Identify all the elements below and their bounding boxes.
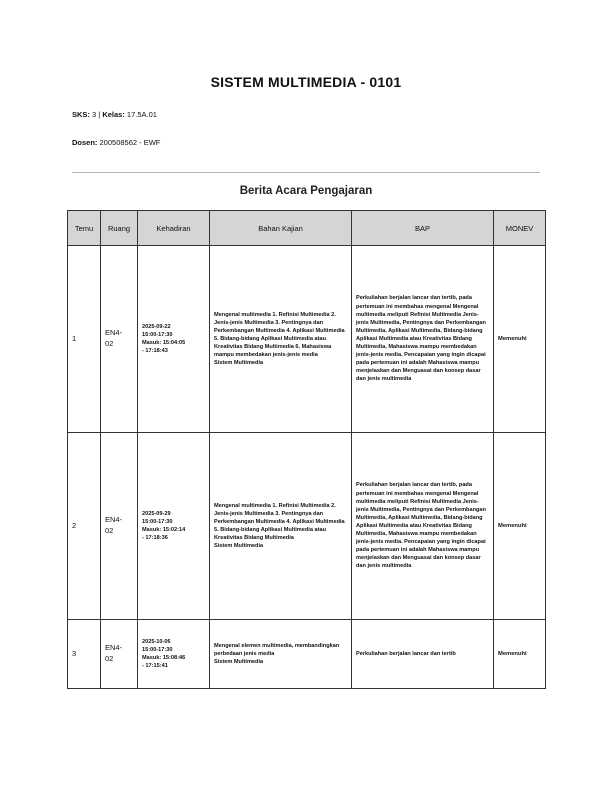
cell-kehadiran: 2025-10-06 15:00-17:30 Masuk: 15:08:46 - 17:15:41: [138, 620, 210, 689]
cell-ruang: EN4- 02: [101, 433, 138, 620]
cell-ruang: EN4- 02: [101, 620, 138, 689]
cell-bahan-kajian: Mengenal multimedia 1. Refinisi Multimedia 2. Jenis-jenis Multimedia 3. Pentingnya dan Perkembangan Multimedia 4. Aplikasi Multimedia 5. Bidang-bidang Aplikasi Multimedia atau Kreativitas Bidang Multimedia 6. Mahasiswa mampu membedakan jenis-jenis media Sistem Multimedia: [210, 246, 352, 433]
table-row: [68, 246, 546, 433]
cell-bap: Perkuliahan berjalan lancar dan tertib, pada pertemuan ini membahas mengenal Mengenal multimedia meliputi Refinisi Multimedia Jenis-jenis Multimedia, Pentingnya dan Perkembangan Multimedia, Aplikasi Multimedia, Bidang-bidang Aplikasi Multimedia atau Kreativitas Bidang Multimedia, Mahasiswa mampu membedakan jenis-jenis media. Pencapaian yang ingin dicapai pada pertemuan ini adalah Mahasiswa mampu menjelaskan dan Menguasai dan konsep dasar dan jenis multimedia: [352, 433, 494, 620]
kelas-label: Kelas:: [102, 110, 125, 119]
cell-bahan-kajian: Mengenal multimedia 1. Refinisi Multimedia 2. Jenis-jenis Multimedia 3. Pentingnya dan Perkembangan Multimedia 4. Aplikasi Multimedia 5. Bidang-bidang Aplikasi Multimedia atau Kreativitas Bidang Multimedia Sistem Multimedia: [210, 433, 352, 620]
dosen-label: Dosen:: [72, 138, 98, 147]
cell-kehadiran: 2025-09-22 15:00-17:30 Masuk: 15:04:05 - 17:18:43: [138, 246, 210, 433]
cell-monev: Memenuhi: [494, 620, 546, 689]
header-monev: MONEV: [494, 211, 546, 246]
cell-bap: Perkuliahan berjalan lancar dan tertib, pada pertemuan ini membahas mengenal Mengenal multimedia meliputi Refinisi Multimedia Jenis-jenis Multimedia, Pentingnya dan Perkembangan Multimedia, Aplikasi Multimedia, Bidang-bidang Aplikasi Multimedia atau Kreativitas Bidang Multimedia, Mahasiswa mampu membedakan jenis-jenis media. Pencapaian yang ingin dicapai pada pertemuan ini adalah Mahasiswa mampu menjelaskan dan Menguasai dan konsep dasar dan jenis multimedia: [352, 246, 494, 433]
cell-bap: Perkuliahan berjalan lancar dan tertib: [352, 620, 494, 689]
cell-temu: 3: [68, 620, 101, 689]
header-temu: Temu: [68, 211, 101, 246]
cell-kehadiran: 2025-09-29 15:00-17:30 Masuk: 15:02:14 - 17:18:36: [138, 433, 210, 620]
cell-monev: Memenuhi: [494, 433, 546, 620]
bap-table: [67, 210, 546, 689]
cell-ruang: EN4- 02: [101, 246, 138, 433]
cell-bahan-kajian: Mengenal elemen multimedia, membandingkan perbedaan jenis media Sistem Multimedia: [210, 620, 352, 689]
header-bap: BAP: [352, 211, 494, 246]
cell-temu: 1: [68, 246, 101, 433]
section-title: Berita Acara Pengajaran: [239, 185, 373, 197]
kelas-value: 17.5A.01: [126, 110, 157, 119]
course-meta: SKS: 3 | Kelas: 17.5A.01: [72, 110, 157, 119]
lecturer-meta: [72, 138, 160, 147]
page-title: SISTEM MULTIMEDIA - 0101: [210, 74, 402, 90]
table-row: [68, 433, 546, 620]
sks-label: SKS:: [72, 110, 90, 119]
divider: [72, 172, 540, 173]
sks-value: 3: [92, 110, 97, 119]
dosen-value: 200508562 - EWF: [99, 138, 161, 147]
table-row: [68, 620, 546, 689]
cell-monev: Memenuhi: [494, 246, 546, 433]
header-bahan-kajian: Bahan Kajian: [210, 211, 352, 246]
header-ruang: Ruang: [101, 211, 138, 246]
table-header-row: [68, 211, 546, 246]
cell-temu: 2: [68, 433, 101, 620]
header-kehadiran: Kehadiran: [138, 211, 210, 246]
